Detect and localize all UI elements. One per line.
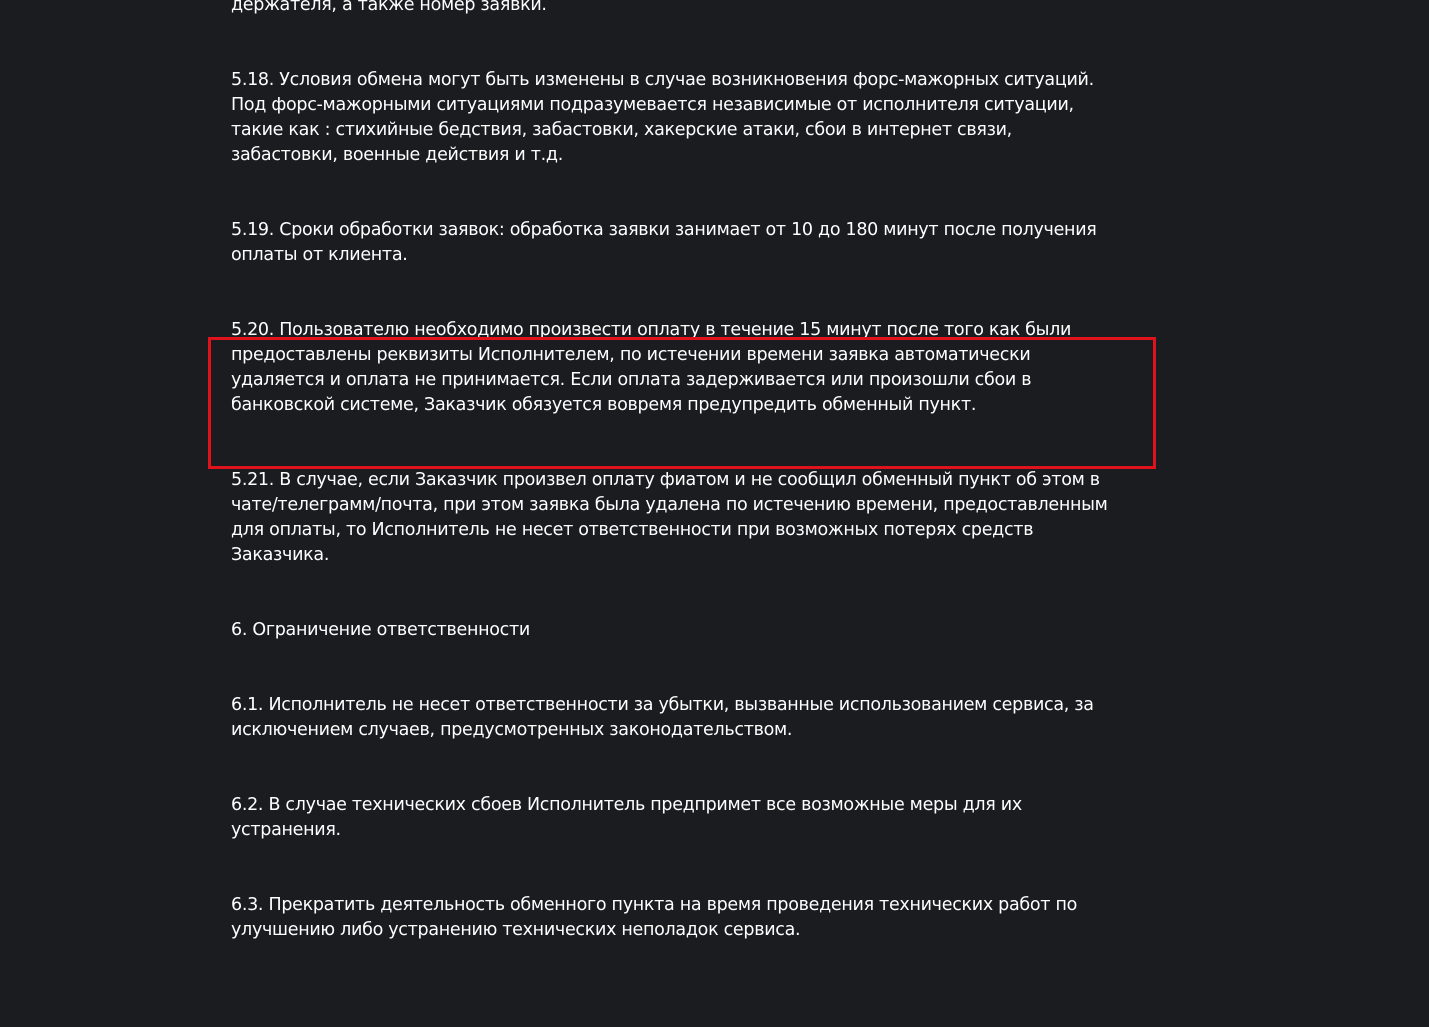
text-line: забастовки, военные действия и т.д. xyxy=(231,145,563,165)
text-line: 6.2. В случае технических сбоев Исполнитель предпримет все возможные меры для их xyxy=(231,795,1022,815)
terms-content xyxy=(231,0,1191,993)
paragraph-6-3 xyxy=(231,893,1191,943)
text-line: 5.21. В случае, если Заказчик произвел оплату фиатом и не сообщил обменный пункт об этом в xyxy=(231,470,1100,490)
text-line: Под форс-мажорными ситуациями подразумевается независимые от исполнителя ситуации, xyxy=(231,95,1074,115)
text-line: банковской системе, Заказчик обязуется вовремя предупредить обменный пункт. xyxy=(231,395,977,415)
text-line: 5.20. Пользователю необходимо произвести оплату в течение 15 минут после того как были xyxy=(231,320,1072,340)
text-line: для оплаты, то Исполнитель не несет ответственности при возможных потерях средств xyxy=(231,520,1034,540)
highlight-frame xyxy=(208,337,1156,469)
text-line: улучшению либо устранению технических неполадок сервиса. xyxy=(231,920,801,940)
text-line: держателя, а также номер заявки. xyxy=(231,0,547,15)
text-line: 6.3. Прекратить деятельность обменного пункта на время проведения технических работ по xyxy=(231,895,1078,915)
section-heading-6 xyxy=(231,618,1191,643)
text-line: 6.1. Исполнитель не несет ответственности за убытки, вызванные использованием сервиса, за xyxy=(231,695,1094,715)
text-line: такие как : стихийные бедствия, забастовки, хакерские атаки, сбои в интернет связи, xyxy=(231,120,1012,140)
text-line: удаляется и оплата не принимается. Если оплата задерживается или произошли сбои в xyxy=(231,370,1032,390)
paragraph-5-17-tail xyxy=(231,0,1191,18)
text-line: Заказчика. xyxy=(231,545,330,565)
paragraph-6-2 xyxy=(231,793,1191,843)
text-line: устранения. xyxy=(231,820,341,840)
text-line: чате/телеграмм/почта, при этом заявка была удалена по истечению времени, предоставленным xyxy=(231,495,1108,515)
text-line: 5.19. Сроки обработки заявок: обработка заявки занимает от 10 до 180 минут после получения xyxy=(231,220,1097,240)
text-line: предоставлены реквизиты Исполнителем, по истечении времени заявка автоматически xyxy=(231,345,1031,365)
paragraph-5-19 xyxy=(231,218,1191,268)
text-line: 5.18. Условия обмена могут быть изменены в случае возникновения форс-мажорных ситуаций. xyxy=(231,70,1094,90)
paragraph-6-1 xyxy=(231,693,1191,743)
paragraph-5-21 xyxy=(231,468,1191,568)
paragraph-5-18 xyxy=(231,68,1191,168)
text-line: оплаты от клиента. xyxy=(231,245,408,265)
text-line: исключением случаев, предусмотренных законодательством. xyxy=(231,720,793,740)
text-line: 6. Ограничение ответственности xyxy=(231,620,530,640)
